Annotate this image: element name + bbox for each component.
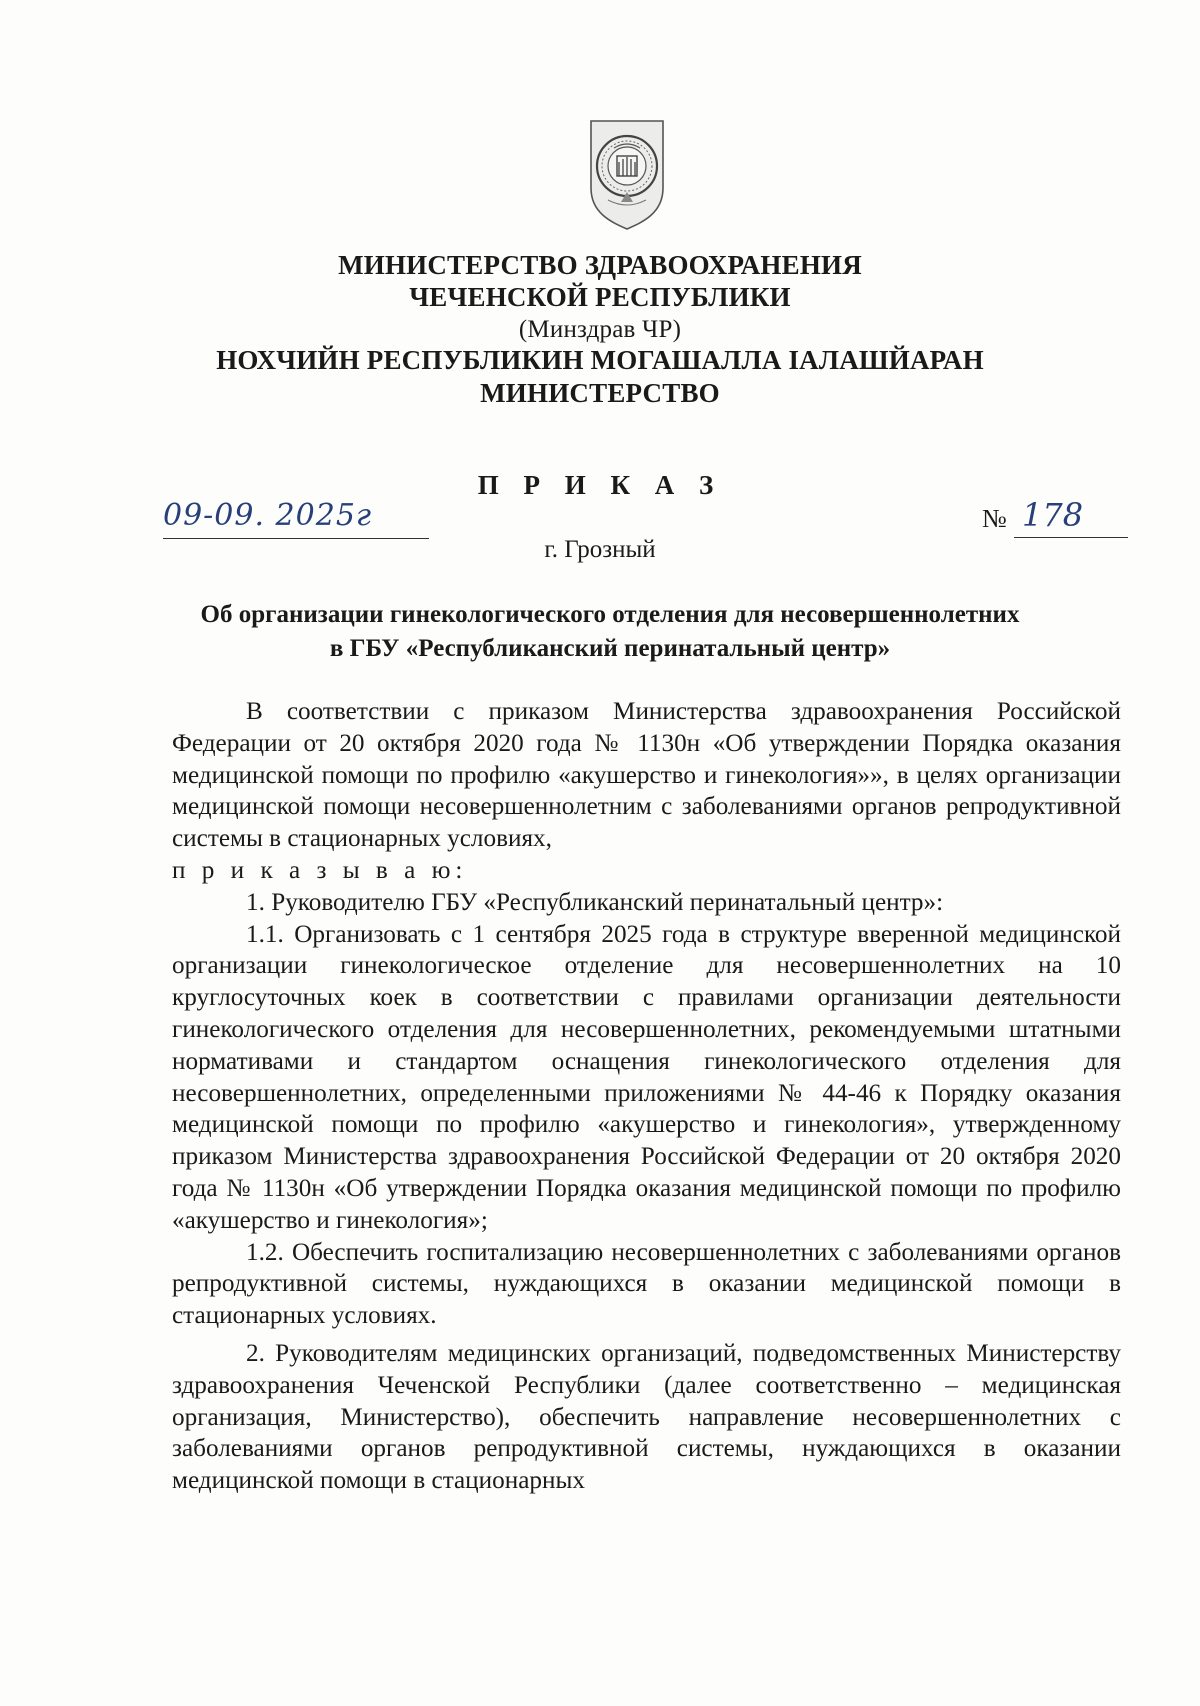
coat-of-arms-emblem xyxy=(588,118,666,232)
paragraph-1-2: 1.2. Обеспечить госпитализацию несовершеннолетних с заболеваниями органов репродуктивной системы, нуждающихся в оказании медицинской помощи в стационарных условиях. xyxy=(172,1238,1121,1330)
order-date-field xyxy=(163,500,429,539)
order-number-field xyxy=(982,496,1128,538)
order-date-handwritten: 09-09. 2025г xyxy=(163,498,373,533)
document-type-title: П Р И К А З xyxy=(477,470,723,500)
order-word: п р и к а з ы в а ю: xyxy=(172,856,468,884)
paragraph-1-1: 1.1. Организовать с 1 сентября 2025 года в структуре вверенной медицинской организации гинекологическое отделение для несовершеннолетних на 10 круглосуточных коек в соответствии с правилами организации деятельности гинекологического отделения для несовершеннолетних, рекомендуемыми штатными нормативами и стандартом оснащения гинекологического отделения для несовершеннолетних, определенными приложениями № 44-46 к Порядку оказания медицинской помощи по профилю «акушерство и гинекология», утвержденному приказом Министерства здравоохранения Российской Федерации от 20 октября 2020 года № 1130н «Об утверждении Порядка оказания медицинской помощи по профилю «акушерство и гинекология»; xyxy=(172,920,1121,1234)
order-body xyxy=(172,696,1121,1497)
order-subject xyxy=(100,598,1120,666)
order-number-handwritten: 178 xyxy=(1022,496,1084,534)
ministry-name-chechen-line1: НОХЧИЙН РЕСПУБЛИКИН МОГАШАЛЛА ІАЛАШЙАРАН xyxy=(216,345,984,375)
intro-paragraph: В соответствии с приказом Министерства здравоохранения Российской Федерации от 20 октября 2020 года № 1130н «Об утверждении Порядка оказания медицинской помощи по профилю «акушерство и гинекология»», в целях организации медицинской помощи несовершеннолетним с заболеваниями органов репродуктивной системы в стационарных условиях, xyxy=(172,698,1121,853)
ministry-name-chechen-line2: МИНИСТЕРСТВО xyxy=(480,378,720,408)
order-subject-line1: Об организации гинекологического отделения для несовершеннолетних xyxy=(200,601,1020,628)
issue-city: г. Грозный xyxy=(544,536,656,563)
paragraph-2: 2. Руководителям медицинских организаций, подведомственных Министерству здравоохранения Чеченской Республики (далее соответственно – медицинская организация, Министерство), обеспечить направление несовершеннолетних с заболеваниями органов репродуктивной системы, нуждающихся в оказании медицинской помощи в стационарных xyxy=(172,1339,1121,1495)
ministry-name-line2: ЧЕЧЕНСКОЙ РЕСПУБЛИКИ xyxy=(409,282,791,312)
number-sign: № xyxy=(982,504,1007,533)
order-subject-line2: в ГБУ «Республиканский перинатальный центр» xyxy=(329,635,891,662)
ministry-name-line1: МИНИСТЕРСТВО ЗДРАВООХРАНЕНИЯ xyxy=(338,250,862,280)
ministry-abbreviation: (Минздрав ЧР) xyxy=(518,316,682,343)
paragraph-1: 1. Руководителю ГБУ «Республиканский перинатальный центр»: xyxy=(246,888,944,916)
